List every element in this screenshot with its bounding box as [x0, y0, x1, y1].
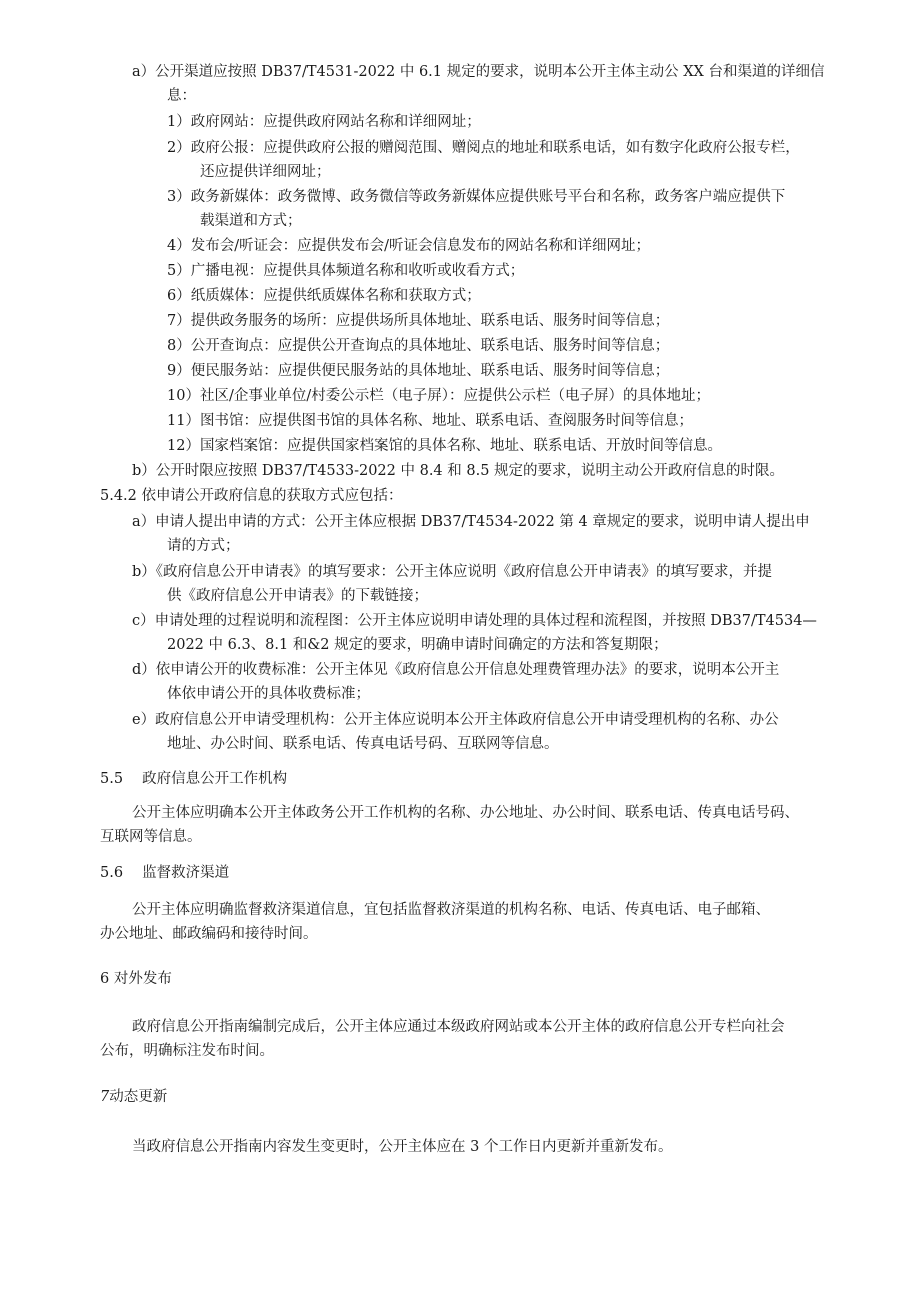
apply-item-e-line1: e）政府信息公开申请受理机构：公开主体应说明本公开主体政府信息公开申请受理机构的名称、办公	[132, 712, 779, 728]
section-5-5-para-line1: 公开主体应明确本公开主体政务公开工作机构的名称、办公地址、办公时间、联系电话、传真电话号码、	[132, 805, 799, 821]
section-5-6-heading: 5.6 监督救济渠道	[100, 865, 230, 881]
section-5-5-para-line2: 互联网等信息。	[100, 829, 202, 845]
sub-item-10: 10）社区/企事业单位/村委公示栏（电子屏）：应提供公示栏（电子屏）的具体地址；	[167, 388, 710, 404]
apply-item-e-line2: 地址、办公时间、联系电话、传真电话号码、互联网等信息。	[167, 736, 559, 752]
section-7-para: 当政府信息公开指南内容发生变更时，公开主体应在 3 个工作日内更新并重新发布。	[132, 1139, 673, 1155]
list-item-a-line1: a）公开渠道应按照 DB37/T4531-2022 中 6.1 规定的要求，说明本公开主体主动公 XX 台和渠道的详细信	[132, 64, 825, 80]
section-6-para-line2: 公布，明确标注发布时间。	[100, 1043, 274, 1059]
list-item-b: b）公开时限应按照 DB37/T4533-2022 中 8.4 和 8.5 规定的要求，说明主动公开政府信息的时限。	[132, 463, 785, 479]
sub-item-6: 6）纸质媒体：应提供纸质媒体名称和获取方式；	[167, 288, 481, 304]
sub-item-4: 4）发布会/听证会：应提供发布会/听证会信息发布的网站名称和详细网址；	[167, 238, 650, 254]
sub-item-3-line1: 3）政务新媒体：政务微博、政务微信等政务新媒体应提供账号平台和名称，政务客户端应提供下	[167, 189, 786, 205]
apply-item-c-line2: 2022 中 6.3、8.1 和&2 规定的要求，明确申请时间确定的方法和答复期限；	[167, 637, 668, 653]
sub-item-3-line2: 载渠道和方式；	[200, 213, 302, 229]
sub-item-7: 7）提供政务服务的场所：应提供场所具体地址、联系电话、服务时间等信息；	[167, 313, 670, 329]
sub-item-1: 1）政府网站：应提供政府网站名称和详细网址；	[167, 114, 481, 130]
apply-item-a-line1: a）申请人提出申请的方式：公开主体应根据 DB37/T4534-2022 第 4 章规定的要求，说明申请人提出申	[132, 514, 810, 530]
list-item-a-line2: 息：	[167, 88, 196, 104]
sub-item-9: 9）便民服务站：应提供便民服务站的具体地址、联系电话、服务时间等信息；	[167, 363, 670, 379]
section-6-heading: 6 对外发布	[100, 971, 172, 987]
apply-item-b-line1: b）《政府信息公开申请表》的填写要求：公开主体应说明《政府信息公开申请表》的填写要求，并提	[132, 564, 773, 580]
apply-item-a-line2: 请的方式；	[167, 538, 240, 554]
section-7-title: 动态更新	[109, 1089, 168, 1105]
sub-item-2-line2: 还应提供详细网址；	[200, 164, 331, 180]
apply-item-b-line2: 供《政府信息公开申请表》的下载链接；	[167, 588, 428, 604]
apply-item-d-line2: 体依申请公开的具体收费标准；	[167, 686, 370, 702]
apply-item-c-line1: c）申请处理的过程说明和流程图：公开主体应说明申请处理的具体过程和流程图，并按照 DB37/T4534—	[132, 613, 817, 629]
section-5-5-heading: 5.5 政府信息公开工作机构	[100, 771, 288, 787]
sub-item-12: 12）国家档案馆：应提供国家档案馆的具体名称、地址、联系电话、开放时间等信息。	[167, 438, 722, 454]
sub-item-2-line1: 2）政府公报：应提供政府公报的赠阅范围、赠阅点的地址和联系电话，如有数字化政府公报专栏，	[167, 140, 800, 156]
section-5-6-para-line1: 公开主体应明确监督救济渠道信息，宜包括监督救济渠道的机构名称、电话、传真电话、电子邮箱、	[132, 902, 770, 918]
sub-item-8: 8）公开查询点：应提供公开查询点的具体地址、联系电话、服务时间等信息；	[167, 338, 670, 354]
apply-item-d-line1: d）依申请公开的收费标准：公开主体见《政府信息公开信息处理费管理办法》的要求，说明本公开主	[132, 662, 780, 678]
sub-item-11: 11）图书馆：应提供图书馆的具体名称、地址、联系电话、查阅服务时间等信息；	[167, 413, 693, 429]
clause-5-4-2-heading: 5.4.2 依申请公开政府信息的获取方式应包括：	[100, 488, 403, 504]
section-7-number: 7	[100, 1089, 110, 1105]
section-6-para-line1: 政府信息公开指南编制完成后，公开主体应通过本级政府网站或本公开主体的政府信息公开专栏向社会	[132, 1019, 785, 1035]
sub-item-5: 5）广播电视：应提供具体频道名称和收听或收看方式；	[167, 263, 525, 279]
section-5-6-para-line2: 办公地址、邮政编码和接待时间。	[100, 926, 318, 942]
section-7-heading	[100, 1087, 167, 1107]
